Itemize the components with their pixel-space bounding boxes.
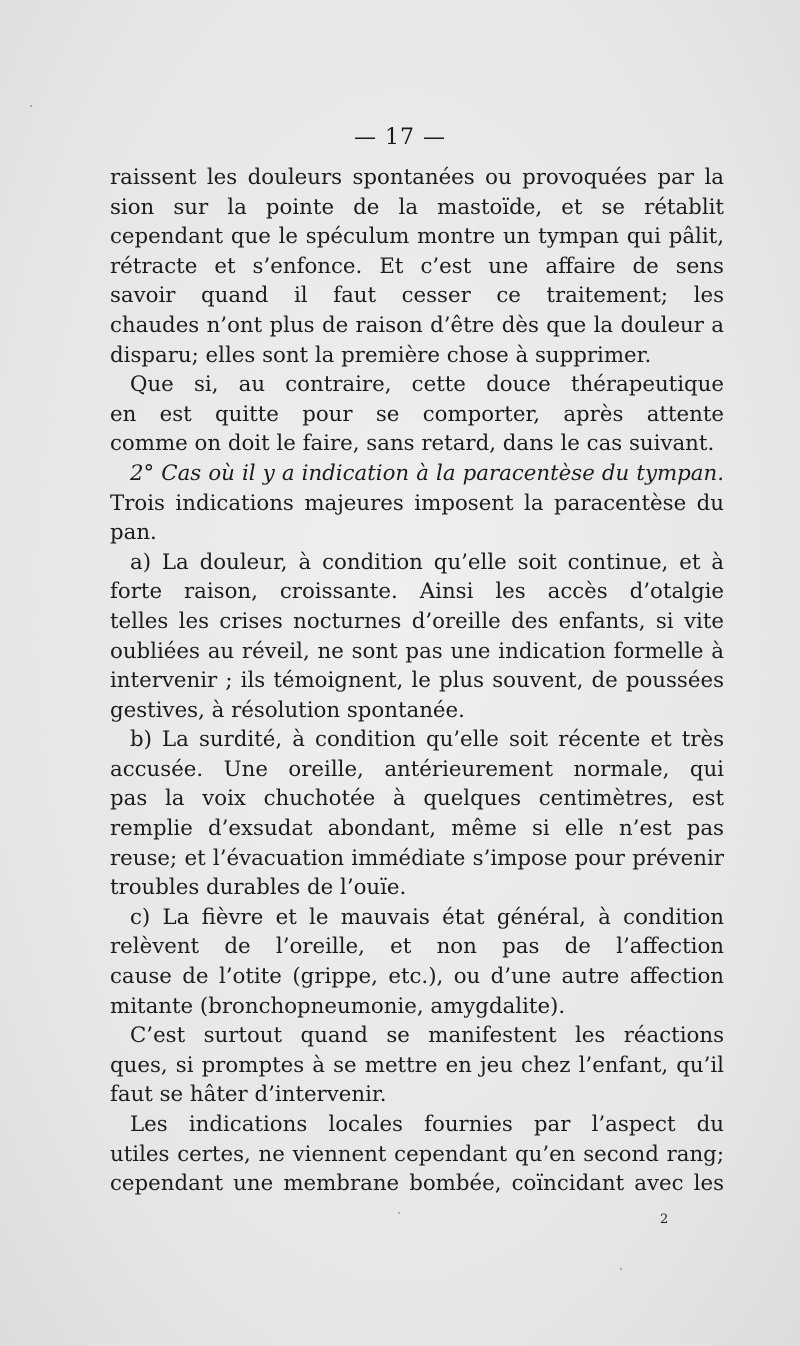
text-line: telles les crises nocturnes d’oreille des enfants, si vite: [110, 608, 724, 634]
text-line: savoir quand il faut cesser ce traitement; les: [110, 283, 724, 309]
text-line: cependant que le spéculum montre un tympan qui pâlit,: [110, 224, 724, 250]
text-line: utiles certes, ne viennent cependant qu’en second rang;: [110, 1141, 724, 1167]
text-line: cause de l’otite (grippe, etc.), ou d’une autre affection: [110, 964, 724, 990]
text-line: gestives, à résolution spontanée.: [110, 697, 465, 723]
paper-speck: [30, 105, 32, 107]
text-line: pan.: [110, 520, 157, 546]
text-line: Que si, au contraire, cette douce thérapeutique: [130, 372, 724, 398]
paper-speck: [398, 1212, 400, 1214]
text-line: raissent les douleurs spontanées ou provoquées par la: [110, 165, 724, 190]
text-line: intervenir ; ils témoignent, le plus souvent, de poussées: [110, 668, 724, 694]
text-line: en est quitte pour se comporter, après attente: [110, 401, 724, 427]
text-line: chaudes n’ont plus de raison d’être dès que la douleur a: [110, 312, 724, 338]
text-line: accusée. Une oreille, antérieurement normale, qui: [110, 756, 724, 782]
text-line: mitante (bronchopneumonie, amygdalite).: [110, 993, 566, 1019]
section-heading: 2° Cas où il y a indication à la paracentèse du tympan.: [130, 460, 724, 486]
text-line: sion sur la pointe de la mastoïde, et se rétablit: [110, 194, 724, 220]
body-text: [110, 163, 724, 1199]
text-line: c) La fièvre et le mauvais état général, à condition: [130, 904, 724, 930]
paper-speck: [620, 1268, 622, 1270]
text-line: troubles durables de l’ouïe.: [110, 875, 407, 901]
text-line: Les indications locales fournies par l’aspect du: [130, 1112, 724, 1137]
text-line: forte raison, croissante. Ainsi les accès d’otalgie: [110, 579, 724, 605]
text-line: ques, si promptes à se mettre en jeu chez l’enfant, qu’il: [110, 1052, 724, 1078]
text-line: C’est surtout quand se manifestent les réactions: [130, 1023, 724, 1049]
text-line: a) La douleur, à condition qu’elle soit continue, et à: [130, 549, 724, 575]
text-line: rétracte et s’enfonce. Et c’est une affaire de sens: [110, 253, 724, 279]
text-line: Trois indications majeures imposent la paracentèse du: [110, 490, 724, 516]
text-line: b) La surdité, à condition qu’elle soit récente et très: [130, 727, 724, 753]
text-line: faut se hâter d’intervenir.: [110, 1082, 387, 1108]
text-line: relèvent de l’oreille, et non pas de l’affection: [110, 934, 724, 960]
text-line: disparu; elles sont la première chose à supprimer.: [110, 342, 652, 368]
page-number: — 17 —: [354, 125, 446, 150]
text-line: reuse; et l’évacuation immédiate s’impose pour prévenir: [110, 845, 724, 871]
text-line: oubliées au réveil, ne sont pas une indication formelle à: [110, 638, 724, 664]
text-line: cependant une membrane bombée, coïncidant avec les: [110, 1171, 724, 1197]
signature-mark: 2: [660, 1212, 669, 1227]
text-line: comme on doit le faire, sans retard, dans le cas suivant.: [110, 431, 715, 457]
text-line: remplie d’exsudat abondant, même si elle n’est pas: [110, 816, 724, 842]
text-line: pas la voix chuchotée à quelques centimètres, est: [110, 786, 724, 812]
